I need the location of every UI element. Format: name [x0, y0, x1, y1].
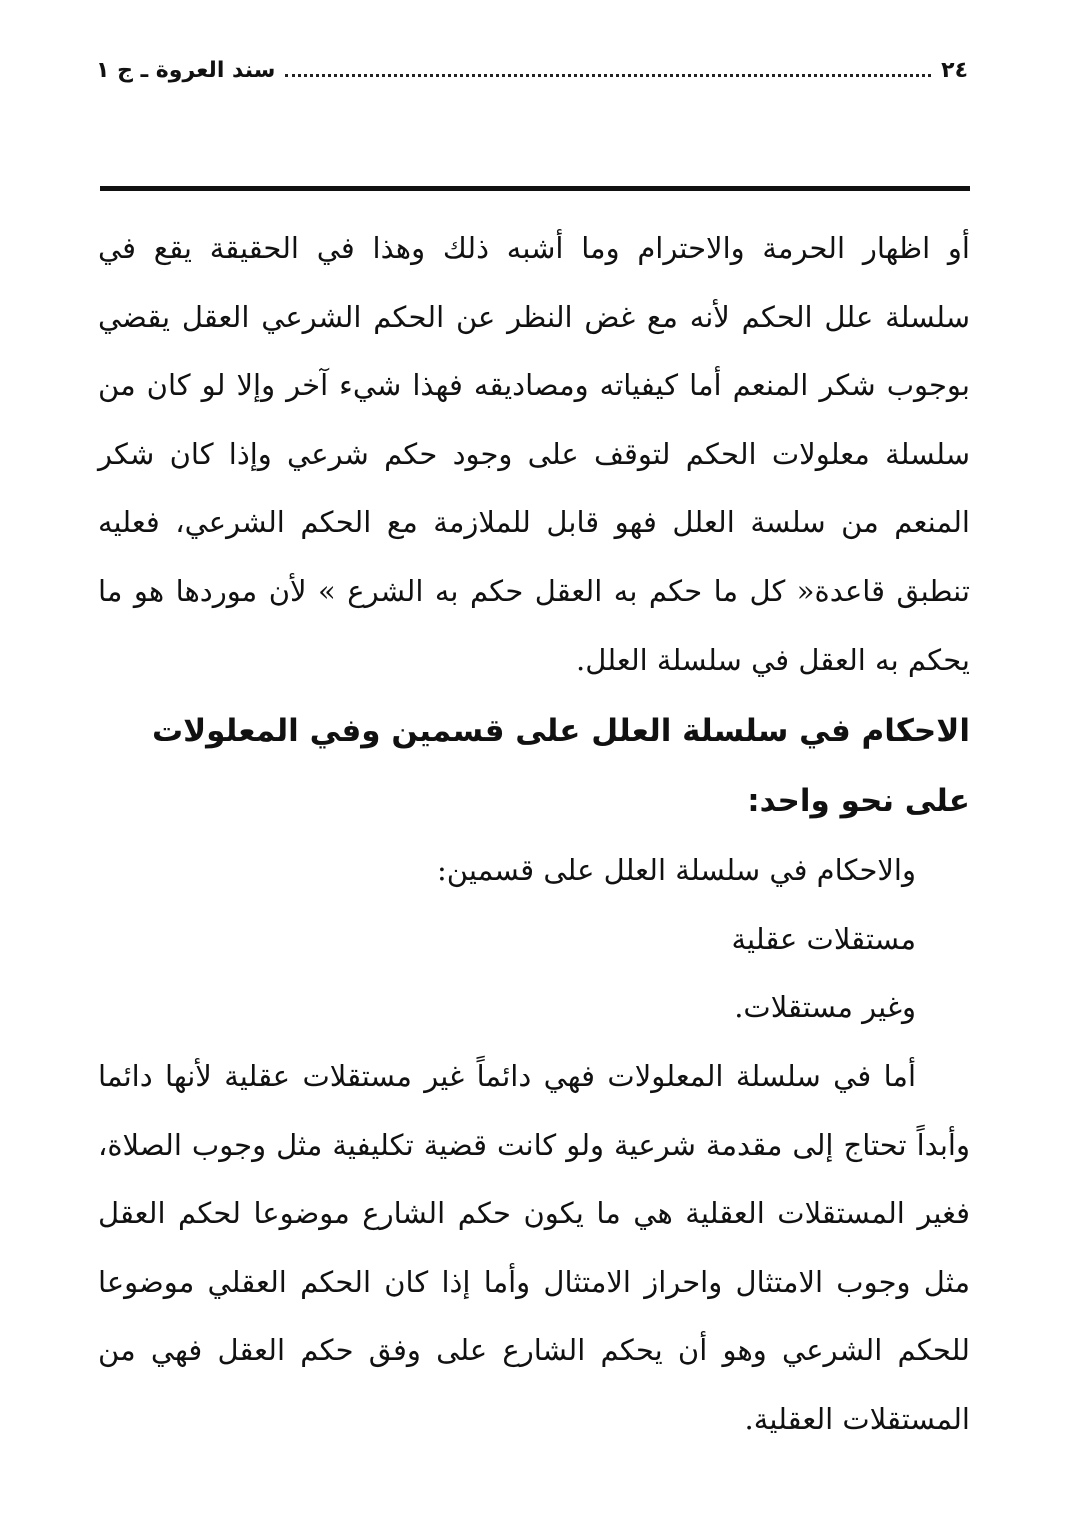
header-rule [100, 186, 970, 191]
section-heading: الاحكام في سلسلة العلل على قسمين وفي المعلولات على نحو واحد: [151, 713, 970, 820]
paragraph-1: أو اظهار الحرمة والاحترام وما أشبه ذلك وهذا في الحقيقة يقع في سلسلة علل الحكم لأنه مع غض النظر عن الحكم الشرعي العقل يقضي بوجوب شكر المنعم أما كيفياته ومصاديقه فهذا شيء آخر وإلا لو كان من سلسلة معلولات الحكم لتوقف على وجود حكم شرعي وإذا كان شكر المنعم من سلسة العلل فهو قابل للملازمة مع الحكم الشرعي، فعليه تنطبق قاعدة« كل ما حكم به العقل حكم به الشرع » لأن موردها هو ما يحكم به العقل في سلسلة العلل. [98, 231, 970, 677]
body-text [98, 214, 970, 1454]
intro-line: والاحكام في سلسلة العلل على قسمين: [437, 853, 916, 888]
header-dotted-leader [285, 74, 931, 77]
paragraph-2: أما في سلسلة المعلولات فهي دائماً غير مستقلات عقلية لأنها دائما وأبداً تحتاج إلى مقدمة شرعية ولو كانت قضية تكليفية مثل وجوب الصلاة، فغير المستقلات العقلية هي ما يكون حكم الشارع موضوعا لحكم العقل مثل وجوب الامتثال واحراز الامتثال وأما إذا كان الحكم العقلي موضوعا للحكم الشرعي وهو أن يحكم الشارع على وفق حكم العقل فهي من المستقلات العقلية. [98, 1058, 970, 1436]
list-item-1: مستقلات عقلية [731, 921, 916, 956]
list-item-2: وغير مستقلات. [734, 990, 916, 1025]
running-header [96, 48, 968, 92]
book-title: سند العروة ـ ج ١ [96, 57, 276, 83]
page-number: ٢٤ [941, 57, 968, 83]
